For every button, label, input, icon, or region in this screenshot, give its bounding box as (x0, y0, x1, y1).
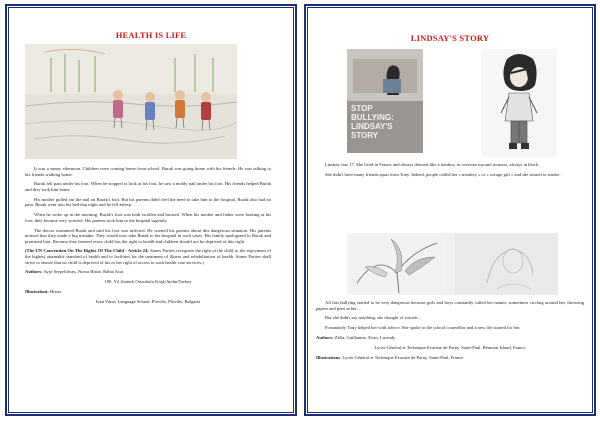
cover-title-line: STORY (351, 131, 379, 140)
right-page (304, 4, 596, 416)
convention-note (25, 248, 271, 265)
convention-text: States Parties recognize the right of the child to the enjoyment of the highest attainable standard of health and to facilities for the treatment of illness and rehabilitation of health. States Parties shall strive to ensure that no child is deprived of his or her right of access to such health care services.) (25, 248, 271, 265)
illustration-label: Illustrations (316, 354, 340, 360)
story-text-top (316, 162, 584, 182)
illustration-label: Illustration: (25, 289, 49, 294)
story-paragraph: Fortunately Tony helped her with advice. She spoke to the school counsellor and a new life started for her. (325, 325, 521, 331)
authors-names: Zélia, Guillaume, Evan, Lucindy (333, 334, 396, 340)
authors-label: Authors: (25, 269, 43, 275)
pencil-sketches (347, 233, 558, 295)
illustration-line (316, 355, 584, 361)
illustration-line (25, 289, 271, 295)
child-drawing (25, 44, 237, 159)
cover-title-line: BULLYING: (351, 113, 394, 122)
convention-lead: (The UN Convention On The Rights Of The Child - Article 24: (25, 248, 149, 254)
story-text (25, 166, 271, 309)
story-paragraph: When he woke up in the morning, Burak's foot was both swollen and bruised. When his mother and father were looking at his foot, they became very worried. His parents took him to the hospital urgently. (25, 212, 271, 223)
book-cover-image (347, 49, 423, 153)
girl-sketch (481, 49, 557, 157)
illustration-value: Hristo (48, 289, 62, 294)
story-text-bottom (316, 300, 584, 364)
story-paragraph: His mother pulled out the nail on Burak's foot. But his parents didn't feel the need to take him to the hospital. Burak also had no pain. Burak went into his bed that night and he fell asleep. (25, 196, 271, 208)
story-paragraph: She didn't have many friends apart from Tony. Indeed, people called her « monkey » or « savage girl » and she started to smoke. (325, 171, 561, 177)
story-paragraph: But she didn't say anything, she thought of suicide… (325, 315, 423, 321)
story-paragraph: The doctor examined Burak and said his foot was infected. He warned his parents about this dangerous situation. His parents noticed that they made a big mistake. They would now take Burak to the hospital in such cases. His family apologized to Burak and promised him. Because they learned every child has the right to health and children should not be deprived of this right. (25, 227, 271, 244)
story-title: HEALTH IS LIFE (115, 30, 187, 40)
authors-label: Authors: (316, 334, 334, 340)
authors-line (25, 269, 271, 275)
illustration-value: : Lycée Général et Technique Evariste de Parny, Saint-Paul, France (340, 354, 464, 360)
story-paragraph: Lindsay was 17. She lived in France and always dressed like a tomboy, in oversize top and trousers, always in black. (325, 162, 540, 167)
authors-line (316, 335, 584, 341)
story-title: LINDSAY'S STORY (410, 33, 490, 43)
story-paragraph: Burak felt pain under his foot. When he stopped to look at his foot, he saw a moldy nail under his foot. His friends helped Burak and they took him home. (25, 181, 271, 192)
story-paragraph: All this bullying started to be very dangerous because girls and boys constantly called her names, sometimes circling around her, throwing papers and pens at her… (316, 300, 584, 311)
school-line: 100. Yıl Atatürk Ortaokulu Köşk/Aydın/Turkey (104, 279, 192, 285)
story-paragraph: It was a sunny afternoon. Children were coming home from school. Burak was going home with his friends. He was talking to his friends walking home. (25, 166, 271, 177)
cover-title-line: STOP (351, 104, 373, 113)
illustration-school: Ivan Vazov Language School, Plovdiv, Plovdiv, Bulgaria (95, 298, 201, 304)
cover-title-line: LINDSAY'S (351, 122, 393, 131)
left-page (5, 4, 297, 416)
authors-names: Ayşe Serpehlivan, Nursu Hasar, Rabia Acar (42, 269, 124, 275)
school-line: Lycée Général et Technique Evariste de Parny, Saint-Paul, Réunion Island, France (374, 344, 526, 350)
